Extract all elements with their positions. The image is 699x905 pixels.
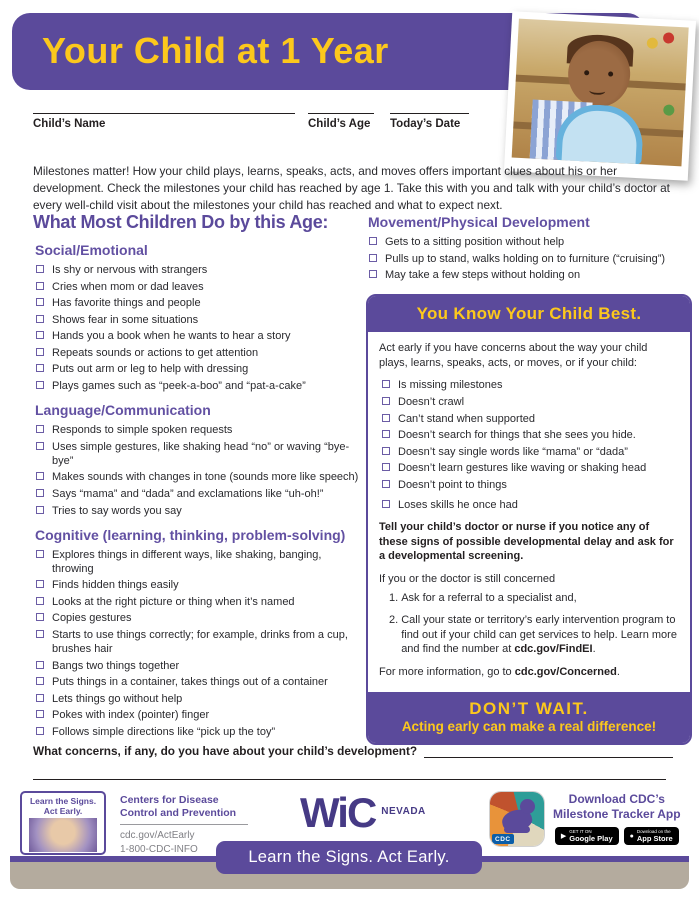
item-label: Shows fear in some situations (52, 313, 199, 326)
concerned-link-text: cdc.gov/Concerned (514, 666, 617, 679)
item-label: Loses skills he once had (398, 499, 518, 512)
list-item (36, 263, 365, 277)
item-label: Is shy or nervous with strangers (52, 264, 208, 276)
alert-step-1 (389, 591, 679, 606)
footer-divider (33, 779, 666, 780)
child-age-label: Child’s Age (308, 118, 371, 130)
app-icon-baby-limb (504, 826, 530, 833)
item-label: Tries to say words you say (52, 504, 182, 517)
section-title-cognitive: Cognitive (learning, thinking, problem-solving) (35, 526, 346, 543)
child-age-field (308, 100, 374, 130)
list-item (36, 329, 365, 343)
item-label: Can’t stand when supported (398, 412, 535, 425)
cdc-name (120, 794, 260, 820)
checkbox[interactable] (36, 364, 44, 372)
checkbox[interactable] (36, 348, 44, 356)
child-name-input-line[interactable] (33, 100, 295, 114)
list-item (382, 445, 679, 459)
list-item (382, 478, 679, 492)
list-item (36, 346, 365, 360)
dont-wait-text: DON’T WAIT. (469, 698, 589, 718)
checkbox[interactable] (36, 550, 44, 558)
page-title: Your Child at 1 Year (42, 30, 389, 71)
right-column (366, 212, 692, 745)
app-icon-baby-head (520, 799, 535, 814)
findei-link-text: cdc.gov/FindEI (514, 643, 593, 656)
wic-wordmark: WiC (300, 789, 376, 836)
wic-logo (300, 789, 426, 836)
google-play-small-text: GET IT ON (569, 829, 592, 834)
learn-signs-badge (20, 791, 106, 855)
toy-decoration (647, 37, 659, 49)
list-item (369, 252, 692, 266)
section-title-movement: Movement/Physical Development (368, 214, 590, 230)
app-promo-block (490, 792, 690, 846)
app-text (553, 792, 681, 846)
checkbox[interactable] (36, 580, 44, 588)
badge-line1: Learn the Signs. (29, 796, 97, 806)
item-label: Has favorite things and people (52, 297, 201, 310)
cdc-url: cdc.gov/ActEarly (120, 830, 195, 842)
cdc-name-line2: Control and Prevention (120, 807, 237, 820)
toy-decoration (663, 104, 675, 116)
checkbox[interactable] (36, 265, 44, 273)
item-label: Explores things in different ways, like shaking, banging, throwing (52, 548, 322, 575)
checkbox[interactable] (369, 237, 377, 245)
list-item (36, 611, 365, 625)
list-item (36, 628, 365, 656)
list-item (382, 461, 679, 475)
item-label: Gets to a sitting position without help (385, 236, 565, 248)
intro-paragraph: Milestones matter! How your child plays, learns, speaks, acts, and moves offers important clues about his or her development. Check the milestones your child has reached by age 1. Take this with you and talk with your child’s doctor at every well-child visit about the milestones your child has reached and what to expect next. (33, 164, 670, 213)
list-item (36, 313, 365, 327)
checkbox[interactable] (36, 710, 44, 718)
item-label: Starts to use things correctly; for example, drinks from a cup, brushes hair (52, 628, 348, 656)
google-play-big-text: Google Play (569, 834, 613, 844)
checkbox[interactable] (36, 597, 44, 605)
checkbox[interactable] (369, 254, 377, 262)
list-item (36, 504, 365, 518)
checkbox[interactable] (382, 414, 390, 422)
checkbox[interactable] (382, 480, 390, 488)
checkbox[interactable] (36, 472, 44, 480)
item-label: Looks at the right picture or thing when it’s named (52, 595, 295, 608)
item-label: Doesn’t learn gestures like waving or shaking head (398, 462, 647, 475)
checkbox[interactable] (382, 380, 390, 388)
list-item (36, 708, 365, 722)
list-item (36, 440, 365, 468)
alert-more-info (379, 665, 679, 680)
todays-date-field (390, 100, 469, 130)
badge-text (22, 793, 104, 816)
cdc-name-line1: Centers for Disease (120, 794, 219, 806)
checkbox[interactable] (36, 661, 44, 669)
item-label: Repeats sounds or actions to get attention (52, 346, 259, 359)
checkbox[interactable] (36, 331, 44, 339)
alert-box-body (368, 332, 690, 692)
section-title-social: Social/Emotional (35, 242, 148, 258)
alert-tell-doctor-text: Tell your child’s doctor or nurse if you notice any of these signs of possible developmental delay and ask for a developmental screening. (379, 521, 674, 563)
item-label: Doesn’t crawl (398, 396, 465, 409)
app-title-line1: Download CDC’s (568, 792, 665, 806)
todays-date-label: Today’s Date (390, 118, 461, 130)
list-item (382, 412, 679, 426)
list-item (369, 268, 692, 282)
item-label: Doesn’t say single words like “mama” or “dada” (398, 445, 628, 458)
list-item (36, 595, 365, 609)
step-number: 2. (389, 614, 399, 627)
checkbox[interactable] (36, 489, 44, 497)
child-name-label: Child’s Name (33, 118, 106, 130)
item-label: Finds hidden things easily (52, 579, 179, 592)
list-item (36, 379, 365, 393)
checkbox[interactable] (382, 463, 390, 471)
checkbox[interactable] (36, 727, 44, 735)
step-text-post: . (592, 643, 596, 656)
list-item (36, 675, 365, 689)
checkbox[interactable] (369, 270, 377, 278)
item-label: Doesn’t point to things (398, 478, 507, 491)
cognitive-items (33, 548, 365, 739)
apple-icon: ● (629, 832, 634, 840)
step-number: 1. (389, 591, 399, 604)
list-item (36, 296, 365, 310)
list-item (36, 692, 365, 706)
alert-step-2 (389, 613, 679, 657)
alert-concerned-lead: If you or the doctor is still concerned (379, 572, 556, 585)
checkbox[interactable] (36, 298, 44, 306)
checkbox[interactable] (36, 694, 44, 702)
todays-date-input-line[interactable] (390, 100, 469, 114)
step-text (401, 613, 679, 657)
step-text-pre: Call your state or territory’s early intervention program to find out if your child can get services to help. Learn more and find the number at (401, 614, 677, 656)
app-store-badge[interactable] (624, 827, 679, 845)
item-label: Pulls up to stand, walks holding on to furniture (“cruising”) (385, 252, 666, 265)
list-item (36, 659, 365, 673)
child-name-field (33, 100, 295, 130)
checkbox[interactable] (36, 442, 44, 450)
item-label: Copies gestures (52, 612, 132, 625)
concerns-label: What concerns, if any, do you have about your child’s development? (33, 744, 418, 758)
list-item (36, 487, 365, 501)
item-label: Says “mama” and “dada” and exclamations like “uh-oh!” (52, 487, 324, 500)
checkbox[interactable] (36, 315, 44, 323)
list-item (369, 235, 692, 249)
child-age-input-line[interactable] (308, 100, 374, 114)
app-title-line2: Milestone Tracker App (553, 807, 681, 821)
item-label: Lets things go without help (52, 692, 183, 705)
checkbox[interactable] (36, 613, 44, 621)
checkbox[interactable] (382, 397, 390, 405)
item-label: Pokes with index (pointer) finger (52, 709, 210, 722)
alert-items (379, 378, 679, 512)
badge-baby-photo (29, 818, 97, 852)
item-label: Doesn’t search for things that she sees you hide. (398, 429, 636, 442)
list-item (382, 498, 679, 512)
movement-items (366, 235, 692, 282)
list-item (36, 548, 365, 576)
alert-steps (389, 591, 679, 658)
checkbox[interactable] (36, 425, 44, 433)
checkbox[interactable] (36, 381, 44, 389)
cdc-logo-chip: CDC (492, 834, 514, 844)
checkbox[interactable] (36, 630, 44, 638)
item-label: Makes sounds with changes in tone (sounds more like speech) (52, 471, 359, 484)
checkbox[interactable] (36, 282, 44, 290)
baby-photo-scene (512, 19, 689, 167)
app-store-big-text: App Store (636, 834, 673, 844)
cdc-phone: 1-800-CDC-INFO (120, 844, 198, 856)
item-label: May take a few steps without holding on (385, 269, 581, 282)
alert-box-footer (368, 692, 690, 743)
acting-early-text: Acting early can make a real difference! (401, 718, 657, 734)
step-text: Ask for a referral to a specialist and, (401, 591, 577, 604)
toy-decoration (663, 32, 675, 44)
section-title-language: Language/Communication (35, 402, 211, 419)
list-item (36, 725, 365, 739)
social-items (33, 263, 365, 393)
list-item (36, 470, 365, 484)
alert-intro: Act early if you have concerns about the way your child plays, learns, speaks, acts, or moves, or if your child: (379, 342, 648, 369)
item-label: Puts out arm or leg to help with dressing (52, 363, 249, 376)
checklist-heading: What Most Children Do by this Age: (33, 212, 329, 232)
checkbox[interactable] (382, 430, 390, 438)
badge-line2: Act Early. (43, 806, 83, 817)
milestone-tracker-app-icon (490, 792, 544, 846)
alert-box-title: You Know Your Child Best. (368, 296, 690, 332)
item-label: Bangs two things together (52, 659, 180, 672)
item-label: Cries when mom or dad leaves (52, 280, 204, 293)
checkbox[interactable] (382, 447, 390, 455)
checkbox[interactable] (36, 506, 44, 514)
act-early-alert-box (366, 294, 692, 745)
left-column (33, 212, 365, 742)
google-play-icon: ▶ (560, 832, 567, 840)
concerns-input-line[interactable] (424, 744, 673, 758)
google-play-badge[interactable] (555, 827, 619, 845)
store-badges (555, 827, 679, 845)
app-store-small-text: Download on the (636, 829, 671, 834)
item-label: Plays games such as “peek-a-boo” and “pat-a-cake” (52, 380, 306, 393)
item-label: Hands you a book when he wants to hear a story (52, 330, 291, 343)
more-info-pre: For more information, go to (379, 666, 515, 679)
cdc-divider (120, 824, 248, 825)
list-item (36, 423, 365, 437)
list-item (382, 428, 679, 442)
list-item (36, 280, 365, 294)
app-title (553, 792, 681, 822)
checkbox[interactable] (36, 677, 44, 685)
checkbox[interactable] (382, 500, 390, 508)
list-item (382, 395, 679, 409)
concerns-row (33, 744, 673, 758)
item-label: Is missing milestones (398, 379, 503, 392)
language-items (33, 423, 365, 517)
list-item (382, 378, 679, 392)
learn-signs-ribbon: Learn the Signs. Act Early. (216, 841, 482, 874)
baby-photo (504, 11, 696, 180)
wic-state-label: NEVADA (381, 806, 426, 817)
item-label: Follows simple directions like “pick up the toy” (52, 725, 276, 738)
list-item (36, 362, 365, 376)
more-info-post: . (616, 666, 620, 679)
item-label: Puts things in a container, takes things out of a container (52, 676, 328, 689)
list-item (36, 578, 365, 592)
item-label: Responds to simple spoken requests (52, 424, 233, 437)
item-label: Uses simple gestures, like shaking head “no” or waving “bye-bye” (52, 440, 350, 467)
